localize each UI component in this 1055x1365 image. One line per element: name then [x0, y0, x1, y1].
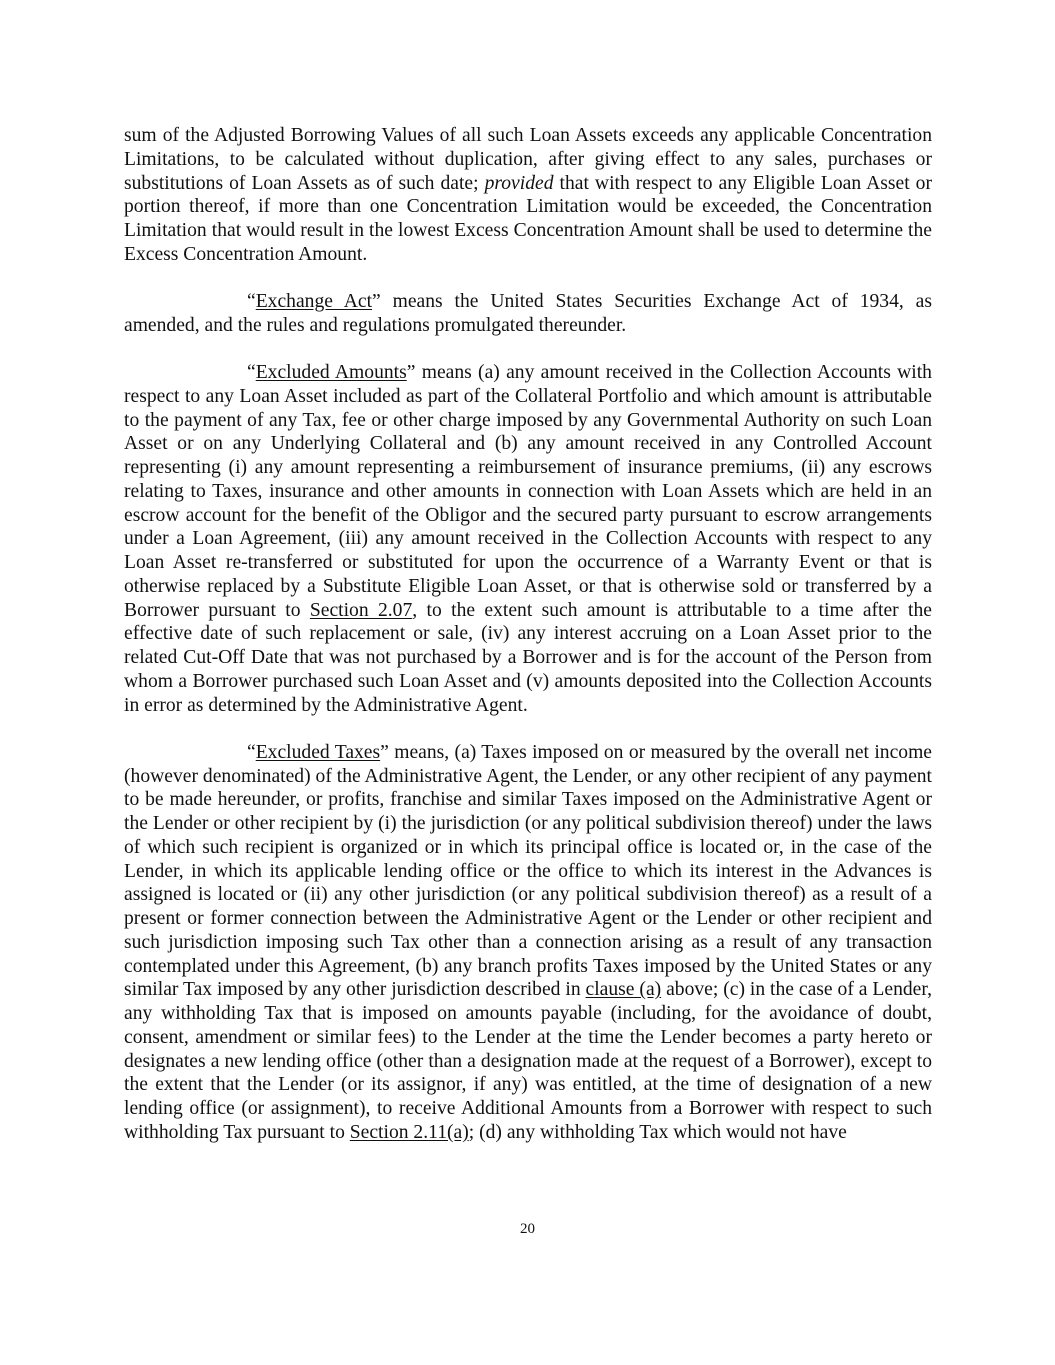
definition-excluded-taxes: [124, 741, 932, 1145]
defined-term-excluded-taxes: Excluded Taxes: [255, 741, 381, 763]
definition-text: ” means (a) any amount received in the Collection Accounts with respect to any Loan Asset included as part of the Collateral Portfolio and which amount is attributable to the payment of any Tax, fee or other charge imposed by any Governmental Authority on such Loan Asset or on any Underlying Collateral and (b) any amount received in any Controlled Account representing (i) any amount representing a reimbursement of insurance premiums, (ii) any escrows relating to Taxes, insurance and other amounts in connection with Loan Assets which are held in an escrow account for the benefit of the Obligor and the secured party pursuant to escrow arrangements under a Loan Agreement, (iii) any amount received in the Collection Accounts with respect to any Loan Asset re-transferred or substituted for upon the occurrence of a Warranty Event or that is otherwise replaced by a Substitute Eligible Loan Asset, or that is otherwise sold or transferred by a Borrower pursuant to: [124, 362, 932, 621]
document-page: [124, 124, 932, 1168]
definition-text: ” means the United States Securities Exchange Act of 1934, as amended, and the rules and regulations promulgated thereunder.: [124, 291, 932, 336]
page-number: 20: [520, 1221, 535, 1237]
open-quote: “: [247, 291, 256, 312]
text-segment: sum of the Adjusted Borrowing Values of all such Loan Assets exceeds any applicable Concentration Limitations, to be calculated without duplication, after giving effect to any sales, purchases or substitutions of Loan Assets as of such date;: [124, 125, 932, 194]
open-quote: “: [247, 362, 256, 383]
definition-excluded-amounts: [124, 361, 932, 717]
open-quote: “: [247, 741, 256, 763]
definition-text: ” means, (a) Taxes imposed on or measured by the overall net income (however denominated) of the Administrative Agent, the Lender, or any other recipient of any payment to be made hereunder, or profits, franchise and similar Taxes imposed on the Administrative Agent or the Lender or other recipient by (i) the jurisdiction (or any political subdivision thereof) under the laws of which such recipient is organized or in which its principal office is located or, in the case of the Lender, in which its applicable lending office or the office to which its interest in the Advances is assigned is located or (ii) any other jurisdiction (or any political subdivision thereof) as a result of a present or former connection between the Administrative Agent or the Lender or other recipient and such jurisdiction imposing such Tax other than a connection arising as a result of any transaction contemplated under this Agreement, (b) any branch profits Taxes imposed by the United States or any similar Tax imposed by any other jurisdiction described in: [124, 741, 933, 1001]
definition-exchange-act: [124, 290, 932, 338]
definition-text: above; (c) in the case of a Lender, any withholding Tax that is imposed on amounts payable (including, for the avoidance of doubt, consent, amendment or similar fees) to the Lender at the time the Lender becomes a party hereto or designates a new lending office (other than a designation made at the request of a Borrower), except to the extent that the Lender (or its assignor, if any) was entitled, at the time of designation of a new lending office (or assignment), to receive Additional Amounts from a Borrower with respect to such withholding Tax pursuant to: [124, 979, 932, 1143]
definition-text: , to the extent such amount is attributable to a time after the effective date of such replacement or sale, (iv) any interest accruing on a Loan Asset prior to the related Cut-Off Date that was not purchased by a Borrower and is for the account of the Person from whom a Borrower purchased such Loan Asset and (v) amounts deposited into the Collection Accounts in error as determined by the Administrative Agent.: [124, 599, 932, 716]
text-segment: that with respect to any Eligible Loan Asset or portion thereof, if more than one Concentration Limitation would be exceeded, the Concentration Limitation that would result in the lowest Excess Concentration Amount shall be used to determine the Excess Concentration Amount.: [124, 172, 932, 265]
defined-term-excluded-amounts: Excluded Amounts: [255, 362, 407, 383]
italic-term-provided: provided: [484, 172, 554, 194]
cross-reference-section-2-11a: Section 2.11(a): [349, 1121, 469, 1143]
definition-text: ; (d) any withholding Tax which would not have: [468, 1121, 847, 1143]
defined-term-exchange-act: Exchange Act: [255, 291, 373, 312]
cross-reference-clause-a: clause (a): [585, 979, 662, 1001]
paragraph-excess-concentration-continued: [124, 124, 932, 267]
cross-reference-section-2-07: Section 2.07: [309, 599, 413, 621]
